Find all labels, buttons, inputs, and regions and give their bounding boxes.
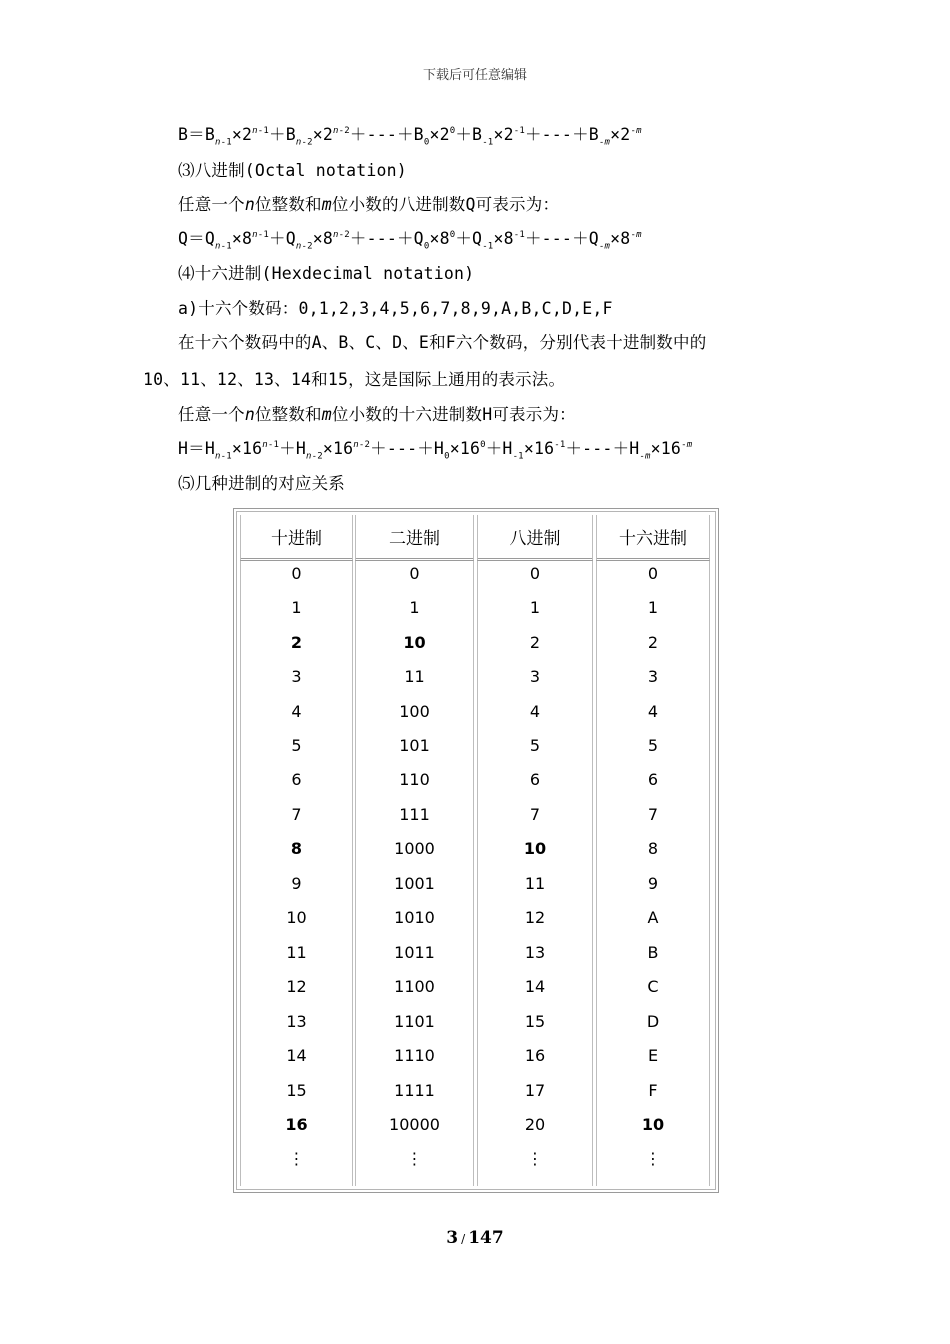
table-cell: D bbox=[646, 1011, 660, 1031]
hex-intro: 任意一个n位整数和m位小数的十六进制数H可表示为： bbox=[178, 405, 576, 424]
table-cell: 4 bbox=[529, 701, 541, 721]
table-cell: 2 bbox=[647, 632, 659, 652]
table-cell: 4 bbox=[647, 701, 659, 721]
radix-table bbox=[233, 508, 719, 1193]
table-cell: 11 bbox=[286, 942, 307, 962]
page-separator: / bbox=[461, 1232, 466, 1246]
table-cell: 10 bbox=[641, 1114, 665, 1134]
table-cell: 10 bbox=[523, 839, 547, 859]
table-cell: C bbox=[647, 977, 659, 997]
table-cell: 1000 bbox=[394, 839, 435, 859]
table-cell: 1 bbox=[409, 598, 420, 618]
table-cell: 10 bbox=[286, 908, 307, 928]
table-cell: 6 bbox=[647, 770, 659, 790]
table-cell: 10 bbox=[403, 632, 426, 652]
table-cell: 1 bbox=[529, 598, 541, 618]
table-cell: 16 bbox=[524, 1046, 546, 1066]
table-cell: 110 bbox=[399, 770, 430, 790]
hex-explain-2: 10、11、12、13、14和15，这是国际上通用的表示法。 bbox=[143, 370, 566, 389]
octal-intro: 任意一个n位整数和m位小数的八进制数Q可表示为： bbox=[178, 195, 560, 214]
table-cell: 5 bbox=[647, 736, 659, 755]
table-cell: 1111 bbox=[394, 1080, 435, 1100]
table-cell: 0 bbox=[409, 563, 420, 583]
table-cell: 0 bbox=[291, 563, 302, 583]
table-cell: 14 bbox=[524, 977, 546, 997]
table-cell: 1 bbox=[291, 598, 302, 618]
table-cell: 12 bbox=[286, 977, 307, 997]
table-cell: ⋮ bbox=[645, 1149, 661, 1169]
octal-heading: ⑶八进制(Octal notation) bbox=[178, 161, 407, 180]
table-cell: ⋮ bbox=[527, 1149, 543, 1169]
table-cell: 1011 bbox=[394, 942, 435, 962]
relation-heading: ⑸几种进制的对应关系 bbox=[178, 474, 345, 493]
table-cell: 17 bbox=[524, 1080, 546, 1100]
table-cell: 6 bbox=[529, 770, 541, 790]
table-cell: 101 bbox=[399, 736, 430, 755]
table-cell: 15 bbox=[286, 1080, 307, 1100]
table-cell: 11 bbox=[404, 667, 425, 687]
table-cell: 4 bbox=[291, 701, 302, 721]
table-cell: 5 bbox=[529, 736, 541, 755]
table-cell: 1101 bbox=[394, 1011, 435, 1031]
table-cell: B bbox=[647, 942, 659, 962]
table-cell: 10000 bbox=[389, 1114, 440, 1134]
table-header-cell: 八进制 bbox=[477, 515, 593, 561]
table-cell: A bbox=[647, 908, 659, 928]
page-number bbox=[0, 1228, 950, 1248]
table-cell: 16 bbox=[285, 1114, 308, 1134]
table-cell: 1010 bbox=[394, 908, 435, 928]
table-cell: ⋮ bbox=[406, 1149, 423, 1169]
binary-formula: $B=B_{n-1}\times 2^{n-1}+B_{n-2}\times 2^{n-2}+---+B_0\times 2^0+B_{-1}\times 2^{-1}+---+B_{-m}\times 2^{-m}$ bbox=[178, 125, 642, 148]
table-cell: 111 bbox=[399, 804, 430, 824]
table-cell: 11 bbox=[524, 873, 546, 893]
hex-heading: ⑷十六进制(Hexdecimal notation) bbox=[178, 264, 475, 283]
table-cell: ⋮ bbox=[288, 1149, 305, 1169]
table-cell: 3 bbox=[291, 667, 302, 687]
table-cell: 1 bbox=[647, 598, 659, 618]
table-cell: 0 bbox=[529, 563, 541, 583]
table-cell: 20 bbox=[524, 1114, 546, 1134]
hex-digits: a)十六个数码：0,1,2,3,4,5,6,7,8,9,A,B,C,D,E,F bbox=[178, 299, 613, 318]
table-cell: 13 bbox=[286, 1011, 307, 1031]
hex-formula: $H=H_{n-1}\times 16^{n-1}+H_{n-2}\times 16^{n-2}+---+H_0\times 16^0+H_{-1}\times 16^{-1}+---+H_{-m}\times 16^{-m}$ bbox=[178, 439, 693, 462]
table-cell: 3 bbox=[647, 667, 659, 687]
table-cell: 2 bbox=[290, 632, 303, 652]
table-cell: 5 bbox=[291, 736, 302, 755]
table-header-cell: 十进制 bbox=[240, 515, 353, 561]
table-cell: 0 bbox=[647, 563, 659, 583]
page-total: 147 bbox=[468, 1228, 504, 1248]
table-cell: 3 bbox=[529, 667, 541, 687]
table-cell: 7 bbox=[647, 804, 659, 824]
table-cell: 9 bbox=[291, 873, 302, 893]
table-cell: 2 bbox=[529, 632, 541, 652]
table-cell: 100 bbox=[399, 701, 430, 721]
octal-formula: $Q=Q_{n-1}\times 8^{n-1}+Q_{n-2}\times 8^{n-2}+---+Q_0\times 8^0+Q_{-1}\times 8^{-1}+---+Q_{-m}\times 8^{-m}$ bbox=[178, 229, 642, 252]
table-cell: 7 bbox=[529, 804, 541, 824]
table-cell: 1001 bbox=[394, 873, 435, 893]
table-cell: 7 bbox=[291, 804, 302, 824]
page-header: 下载后可任意编辑 bbox=[422, 68, 527, 83]
table-cell: 13 bbox=[524, 942, 546, 962]
table-cell: 9 bbox=[647, 873, 659, 893]
table-cell: 8 bbox=[290, 839, 303, 859]
table-cell: 1110 bbox=[394, 1046, 435, 1066]
hex-explain-1: 在十六个数码中的A、B、C、D、E和F六个数码，分别代表十进制数中的 bbox=[178, 333, 707, 352]
table-header-cell: 二进制 bbox=[355, 515, 474, 561]
table-cell: 8 bbox=[647, 839, 659, 859]
table-cell: 6 bbox=[291, 770, 302, 790]
table-cell: 1100 bbox=[394, 977, 435, 997]
page-current: 3 bbox=[446, 1228, 459, 1248]
table-cell: 12 bbox=[524, 908, 546, 928]
table-cell: 14 bbox=[286, 1046, 307, 1066]
table-cell: 15 bbox=[524, 1011, 546, 1031]
table-cell: E bbox=[647, 1046, 659, 1066]
table-header-cell: 十六进制 bbox=[596, 515, 710, 561]
table-cell: F bbox=[648, 1080, 658, 1100]
